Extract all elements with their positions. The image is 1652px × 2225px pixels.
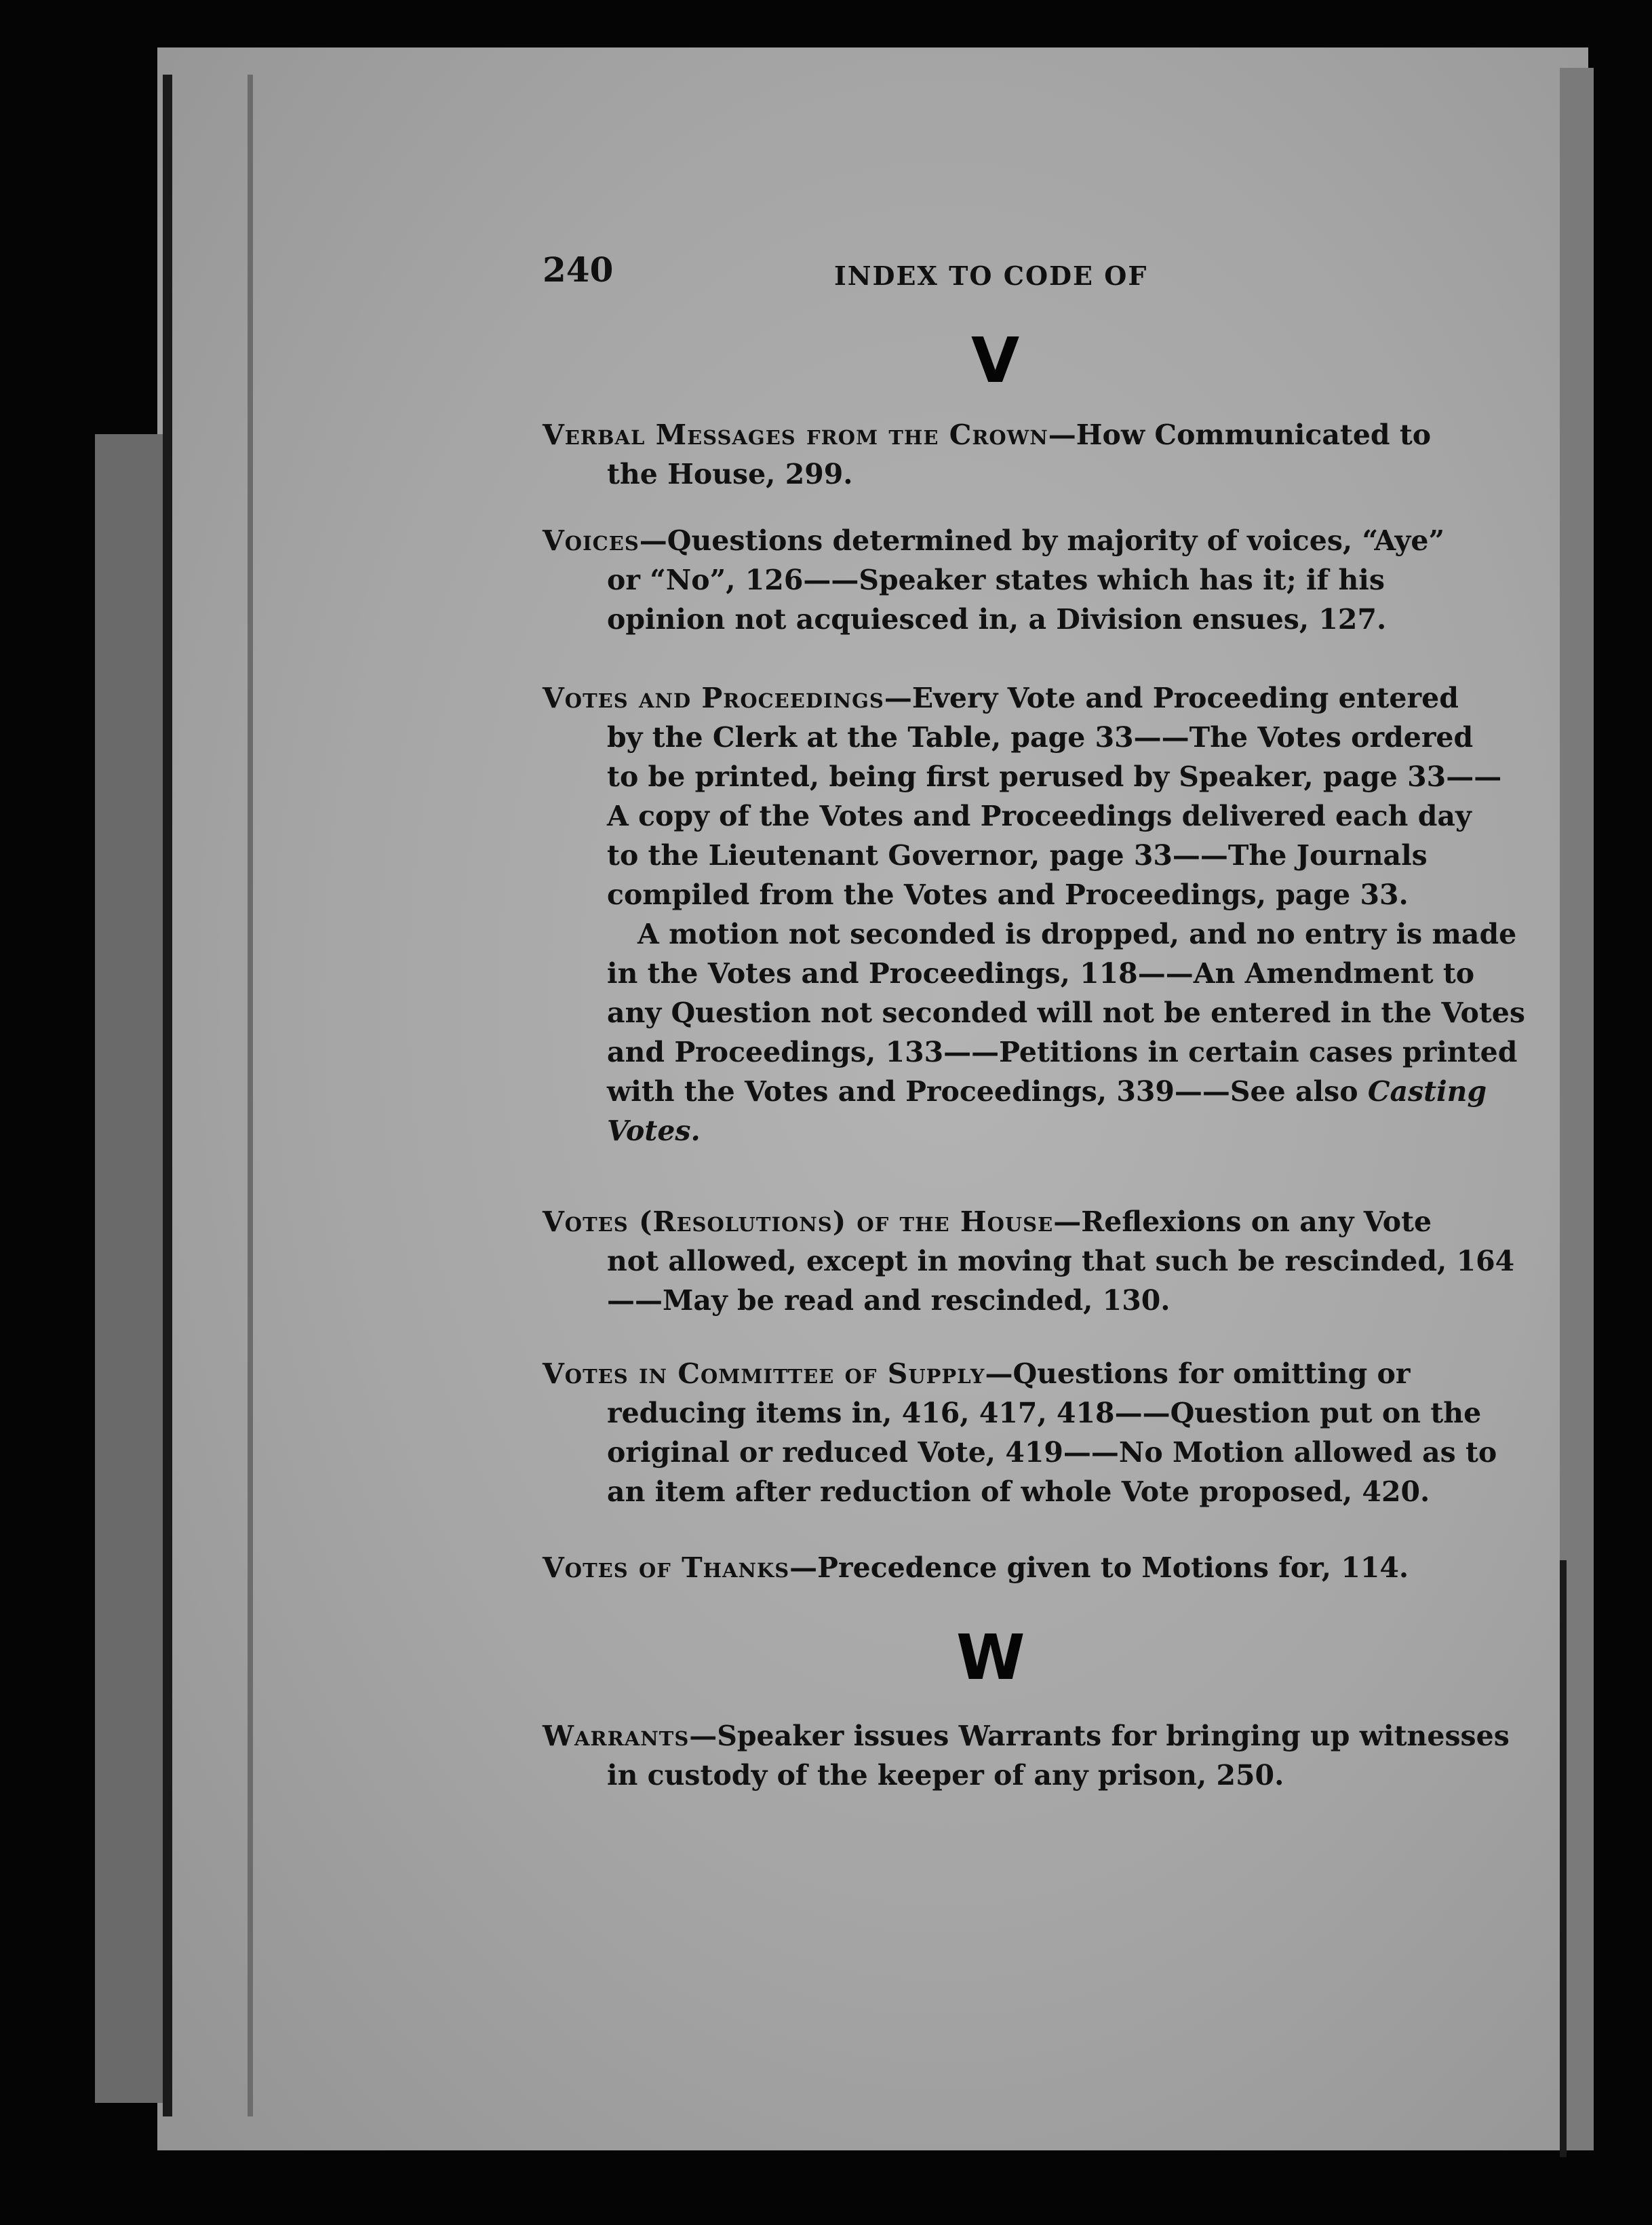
entry-text: not allowed, except in moving that such be rescinded, 164 xyxy=(607,1245,1515,1277)
index-entry-warrants xyxy=(543,1716,1510,1795)
entry-text: to be printed, being first perused by Speaker, page 33—— xyxy=(607,760,1502,793)
entry-heading: Warrants xyxy=(543,1720,690,1752)
entry-text: opinion not acquiesced in, a Division ensues, 127. xyxy=(607,603,1387,636)
cross-reference: Votes. xyxy=(607,1115,701,1147)
entry-text: an item after reduction of whole Vote proposed, 420. xyxy=(607,1475,1430,1508)
entry-text: in custody of the keeper of any prison, 250. xyxy=(607,1759,1284,1792)
entry-heading: Verbal Messages from the Crown xyxy=(543,419,1048,451)
index-entry-votes-and-proceedings xyxy=(543,678,1525,1150)
entry-text: compiled from the Votes and Proceedings, page 33. xyxy=(607,878,1409,911)
entry-text: or “No”, 126——Speaker states which has it; if his xyxy=(607,564,1385,596)
page-right-edge xyxy=(1560,1560,1567,2157)
entry-text: reducing items in, 416, 417, 418——Question put on the xyxy=(607,1397,1482,1429)
entry-text: in the Votes and Proceedings, 118——An Amendment to xyxy=(607,957,1475,990)
entry-text: —Questions determined by majority of voices, “Aye” xyxy=(639,524,1445,557)
entry-heading: Voices xyxy=(543,524,640,557)
index-entry-votes-resolutions xyxy=(543,1202,1515,1320)
entry-text: —Questions for omitting or xyxy=(985,1357,1411,1390)
entry-text: A copy of the Votes and Proceedings delivered each day xyxy=(607,800,1472,832)
entry-text: —Every Vote and Proceeding entered xyxy=(884,682,1459,714)
entry-heading: Votes and Proceedings xyxy=(543,682,884,714)
entry-text: —How Communicated to xyxy=(1048,419,1432,451)
page-left-margin-shadow xyxy=(95,434,163,2103)
entry-text: any Question not seconded will not be entered in the Votes xyxy=(607,997,1525,1029)
entry-text: original or reduced Vote, 419——No Motion allowed as to xyxy=(607,1436,1497,1469)
index-entry-votes-of-thanks xyxy=(543,1548,1444,1587)
entry-text: and Proceedings, 133——Petitions in certain cases printed xyxy=(607,1036,1518,1068)
entry-text: the House, 299. xyxy=(607,458,853,490)
entry-heading: Votes (Resolutions) of the House xyxy=(543,1205,1054,1238)
section-letter-w: W xyxy=(956,1621,1025,1694)
cross-reference: Casting xyxy=(1367,1075,1487,1108)
entry-text: by the Clerk at the Table, page 33——The Votes ordered xyxy=(607,721,1474,754)
entry-text: A motion not seconded is dropped, and no entry is made xyxy=(637,918,1517,950)
running-header: INDEX TO CODE OF xyxy=(834,260,1148,291)
entry-text: —Reflexions on any Vote xyxy=(1053,1205,1432,1238)
page-inner-fold xyxy=(248,75,253,2116)
entry-text: with the Votes and Proceedings, 339——See also xyxy=(607,1075,1368,1108)
page-number: 240 xyxy=(543,250,614,290)
index-entry-votes-in-committee-of-supply xyxy=(543,1354,1497,1511)
index-entry-voices xyxy=(543,521,1444,639)
entry-heading: Votes in Committee of Supply xyxy=(543,1357,985,1390)
section-letter-v: V xyxy=(971,324,1020,397)
entry-heading: Votes of Thanks xyxy=(543,1551,790,1584)
page-left-edge xyxy=(163,75,172,2116)
entry-text: —Precedence given to Motions for, 114. xyxy=(789,1551,1409,1584)
entry-text: —Speaker issues Warrants for bringing up witnesses xyxy=(689,1720,1510,1752)
entry-text: ——May be read and rescinded, 130. xyxy=(607,1284,1171,1317)
entry-text: to the Lieutenant Governor, page 33——The Journals xyxy=(607,839,1428,872)
index-entry-verbal-messages xyxy=(543,415,1444,494)
